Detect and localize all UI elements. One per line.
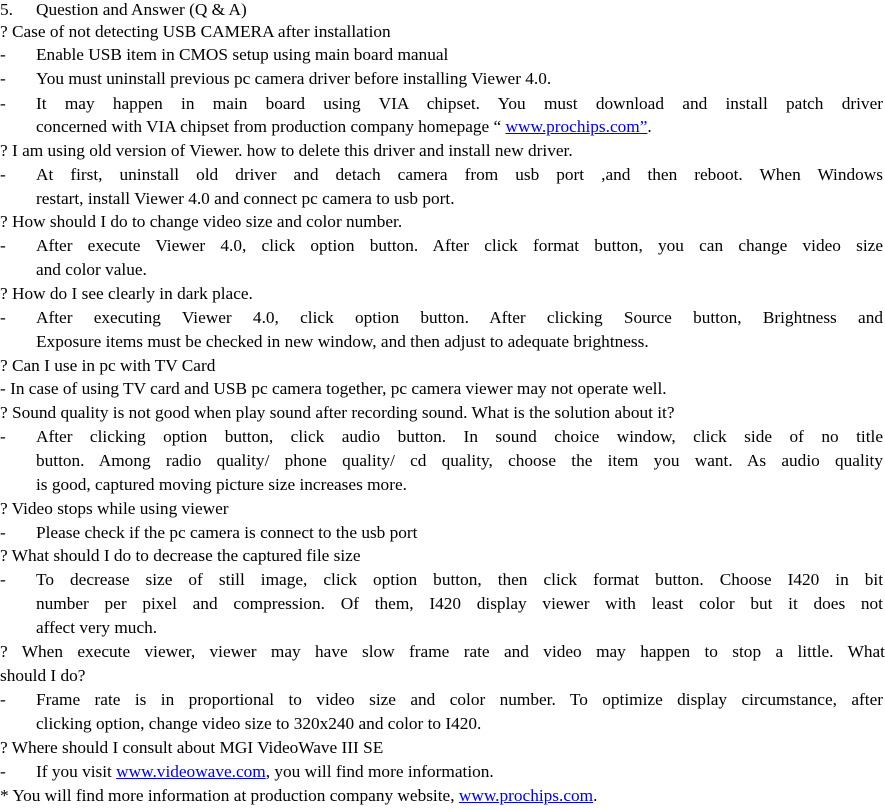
answer-via-chipset-line2 [36, 115, 883, 139]
answer-frame-rate-line2: clicking option, change video size to 320x240 and color to I420. [36, 714, 482, 733]
answer-sound-line1: After clicking option button, click audio button. In sound choice window, click side of no title [36, 427, 883, 446]
dash-marker: - [0, 762, 6, 781]
question-videowave: ? Where should I consult about MGI VideoWave III SE [0, 738, 384, 757]
answer-sound-line2: button. Among radio quality/ phone quality/ cd quality, choose the item you want. As audio quality [36, 451, 883, 470]
answer-file-size-line3: affect very much. [36, 618, 158, 637]
answer-uninstall-driver: You must uninstall previous pc camera driver before installing Viewer 4.0. [36, 69, 552, 88]
question-sound-quality: ? Sound quality is not good when play sound after recording sound. What is the solution about it? [0, 403, 675, 422]
answer-videowave [36, 760, 883, 784]
dash-marker: - [0, 570, 6, 589]
section-heading [0, 0, 885, 22]
question-tv-card: ? Can I use in pc with TV Card [0, 356, 216, 375]
dash-marker: - [0, 69, 6, 88]
section-title: Question and Answer (Q & A) [36, 0, 247, 19]
answer-tv-card: - In case of using TV card and USB pc camera together, pc camera viewer may not operate well. [0, 379, 667, 398]
answer-frame-rate-line1: Frame rate is in proportional to video size and color number. To optimize display circumstance, after [36, 690, 883, 709]
question-video-size: ? How should I do to change video size and color number. [0, 212, 403, 231]
answer-dark-place-line2: Exposure items must be checked in new window, and then adjust to adequate brightness. [36, 332, 649, 351]
answer-video-size-line2: and color value. [36, 260, 147, 279]
question-file-size: ? What should I do to decrease the captured file size [0, 546, 361, 565]
question-dark-place: ? How do I see clearly in dark place. [0, 284, 253, 303]
via-text: concerned with VIA chipset from production company homepage “ [36, 117, 506, 136]
question-video-stops: ? Video stops while using viewer [0, 499, 229, 518]
footer-text: * You will find more information at production company website, [0, 786, 459, 805]
question-old-version: ? I am using old version of Viewer. how to delete this driver and install new driver. [0, 141, 573, 160]
dash-marker: - [0, 308, 6, 327]
videowave-post: , you will find more information. [265, 762, 494, 781]
via-period: . [647, 117, 652, 136]
videowave-link[interactable]: www.videowave.com [116, 762, 266, 781]
footer-prochips-link[interactable]: www.prochips.com [458, 786, 594, 805]
answer-via-chipset-line1: It may happen in main board using VIA chipset. You must download and install patch driver [36, 94, 883, 113]
answer-dark-place-line1: After executing Viewer 4.0, click option button. After clicking Source button, Brightness and [36, 308, 883, 327]
section-number: 5. [0, 0, 13, 19]
dash-marker: - [0, 690, 6, 709]
answer-uninstall-line2: restart, install Viewer 4.0 and connect pc camera to usb port. [36, 189, 455, 208]
answer-enable-usb: Enable USB item in CMOS setup using main board manual [36, 45, 449, 64]
dash-marker: - [0, 165, 6, 184]
dash-marker: - [0, 427, 6, 446]
answer-file-size-line2: number per pixel and compression. Of them, I420 display viewer with least color but it does not [36, 594, 883, 613]
prochips-link[interactable]: www.prochips.com” [505, 117, 648, 136]
footer-period: . [593, 786, 598, 805]
answer-sound-line3: is good, captured moving picture size increases more. [36, 475, 407, 494]
dash-marker: - [0, 94, 6, 113]
footer-note [0, 784, 885, 808]
videowave-pre: If you visit [36, 762, 117, 781]
dash-marker: - [0, 45, 6, 64]
answer-uninstall-line1: At first, uninstall old driver and detach camera from usb port ,and then reboot. When Windows [36, 165, 883, 184]
question-frame-rate-line1: ? When execute viewer, viewer may have slow frame rate and video may happen to stop a little. What [0, 642, 885, 661]
answer-video-size-line1: After execute Viewer 4.0, click option button. After click format button, you can change video size [36, 236, 883, 255]
dash-marker: - [0, 523, 6, 542]
question-usb-camera: ? Case of not detecting USB CAMERA after installation [0, 22, 391, 41]
answer-file-size-line1: To decrease size of still image, click option button, then click format button. Choose I420 in bit [36, 570, 883, 589]
question-frame-rate-line2: should I do? [0, 666, 86, 685]
dash-marker: - [0, 236, 6, 255]
answer-video-stops: Please check if the pc camera is connect to the usb port [36, 523, 418, 542]
